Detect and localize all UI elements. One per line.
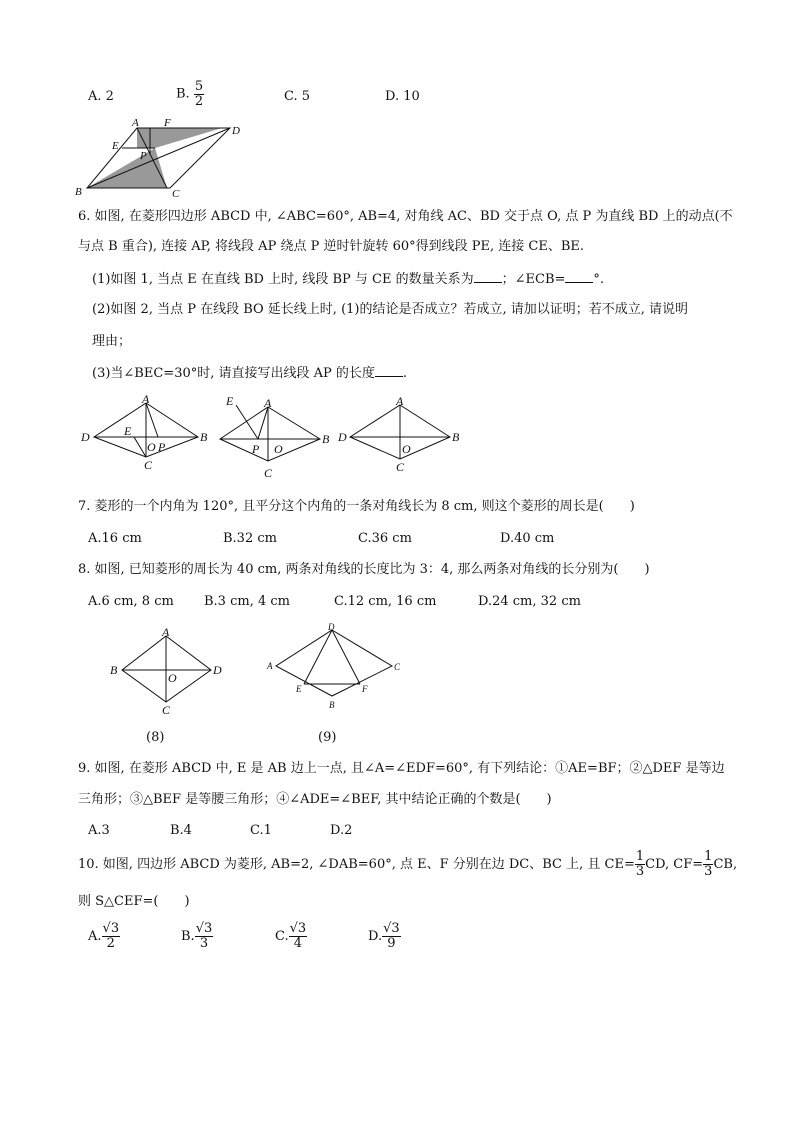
svg-text:C: C bbox=[396, 460, 405, 473]
q9-option-a: A.3 bbox=[88, 823, 110, 838]
q6-figure-3 bbox=[334, 393, 464, 473]
q6-stem-line2: 与点 B 重合), 连接 AP, 将线段 AP 绕点 P 逆时针旋转 60°得到线段 PE, 连接 CE、BE. bbox=[78, 239, 585, 254]
svg-text:E: E bbox=[226, 394, 234, 408]
q9-option-d: D.2 bbox=[330, 823, 353, 838]
svg-text:C: C bbox=[394, 662, 401, 672]
q9-option-b: B.4 bbox=[170, 823, 192, 838]
q7-stem: 7. 菱形的一个内角为 120°, 且平分这个内角的一条对角线长为 8 cm, 则这个菱形的周长是( ) bbox=[78, 499, 635, 514]
q7-option-c: C.36 cm bbox=[358, 531, 412, 546]
svg-text:A: A bbox=[267, 661, 273, 671]
svg-text:C: C bbox=[172, 188, 180, 198]
q8-figure bbox=[106, 626, 236, 716]
svg-text:B: B bbox=[322, 432, 330, 446]
q6-sub2-line1: (2)如图 2, 当点 P 在线段 BO 延长线上时, (1)的结论是否成立？若成立, 请加以证明；若不成立, 请说明 bbox=[92, 302, 689, 317]
q10-option-a: A. $\frac{√3}{2}$ bbox=[88, 921, 120, 951]
q5-option-a: A. 2 bbox=[88, 89, 114, 104]
svg-text:F: F bbox=[164, 117, 171, 129]
svg-text:A: A bbox=[142, 393, 150, 406]
q6-figure-2 bbox=[212, 393, 342, 483]
q9-stem-line2: 三角形；③△BEF 是等腰三角形；④∠ADE=∠BEF, 其中结论正确的个数是( ) bbox=[78, 792, 552, 807]
svg-text:B: B bbox=[329, 700, 335, 710]
svg-text:D: D bbox=[338, 430, 347, 444]
svg-text:A: A bbox=[162, 626, 170, 639]
q5-option-d: D. 10 bbox=[385, 89, 420, 104]
answer-blank[interactable] bbox=[565, 270, 593, 283]
svg-text:A: A bbox=[396, 394, 404, 408]
q10-stem-line2: 则 S△CEF=( ) bbox=[78, 894, 190, 909]
answer-blank[interactable] bbox=[375, 364, 403, 377]
q6-stem-line1: 6. 如图, 在菱形四边形 ABCD 中, ∠ABC=60°, AB=4, 对角线 AC、BD 交于点 O, 点 P 为直线 BD 上的动点(不 bbox=[78, 209, 733, 224]
q6-sub1: (1)如图 1, 当点 E 在直线 BD 上时, 线段 BP 与 CE 的数量关系为 ；∠ECB= °. bbox=[92, 272, 605, 287]
svg-text:A: A bbox=[132, 117, 139, 129]
q6-sub3: (3)当∠BEC=30°时, 请直接写出线段 AP 的长度 . bbox=[92, 366, 408, 381]
q8-figure-caption: (8) bbox=[146, 730, 165, 745]
q9-option-c: C.1 bbox=[250, 823, 272, 838]
svg-text:B: B bbox=[110, 663, 118, 677]
svg-text:O: O bbox=[402, 442, 411, 456]
svg-text:O: O bbox=[147, 440, 156, 454]
svg-text:D: D bbox=[81, 430, 90, 444]
answer-blank[interactable] bbox=[474, 270, 502, 283]
svg-text:P: P bbox=[158, 440, 166, 454]
svg-text:E: E bbox=[124, 424, 132, 438]
svg-text:O: O bbox=[274, 442, 283, 456]
svg-text:B: B bbox=[200, 430, 208, 444]
svg-text:E: E bbox=[112, 140, 119, 152]
q8-option-b: B.3 cm, 4 cm bbox=[204, 594, 290, 609]
q10-option-d: D. $\frac{√3}{9}$ bbox=[368, 921, 400, 951]
q10-option-b: B. $\frac{√3}{3}$ bbox=[181, 921, 213, 951]
svg-text:O: O bbox=[168, 671, 177, 685]
q7-option-b: B.32 cm bbox=[223, 531, 277, 546]
q5-parallelogram-figure bbox=[72, 116, 252, 198]
q7-option-a: A.16 cm bbox=[88, 531, 142, 546]
q7-option-d: D.40 cm bbox=[500, 531, 555, 546]
q9-stem-line1: 9. 如图, 在菱形 ABCD 中, E 是 AB 边上一点, 且∠A=∠EDF=60°, 有下列结论：①AE=BF；②△DEF 是等边 bbox=[78, 761, 725, 776]
q10-stem-line1: 10. 如图, 四边形 ABCD 为菱形, AB=2, ∠DAB=60°, 点 E、F 分别在边 DC、BC 上, 且 CE= $\frac{1}{3}$ CD, CF= $\frac{1}{3}$ CB, bbox=[78, 849, 738, 879]
svg-text:A: A bbox=[264, 396, 272, 410]
svg-text:C: C bbox=[264, 466, 273, 480]
svg-text:P: P bbox=[252, 442, 260, 456]
q8-option-d: D.24 cm, 32 cm bbox=[478, 594, 581, 609]
svg-text:D: D bbox=[328, 622, 335, 632]
svg-text:E: E bbox=[296, 684, 302, 694]
q5-option-b: B. $\frac{5}{2}$ bbox=[176, 79, 204, 109]
svg-text:B: B bbox=[452, 430, 460, 444]
q8-option-a: A.6 cm, 8 cm bbox=[88, 594, 174, 609]
q9-figure bbox=[264, 622, 404, 712]
q5-option-c: C. 5 bbox=[284, 89, 311, 104]
q6-figure-1 bbox=[78, 393, 208, 473]
svg-text:F: F bbox=[362, 684, 368, 694]
q8-option-c: C.12 cm, 16 cm bbox=[334, 594, 437, 609]
q10-option-c: C. $\frac{√3}{4}$ bbox=[275, 921, 307, 951]
q9-figure-caption: (9) bbox=[318, 730, 337, 745]
q8-stem: 8. 如图, 已知菱形的周长为 40 cm, 两条对角线的长度比为 3：4, 那么两条对角线的长分别为( ) bbox=[78, 562, 650, 577]
svg-text:D: D bbox=[232, 125, 240, 137]
svg-text:C: C bbox=[162, 703, 171, 716]
q6-sub2-line2: 理由； bbox=[92, 334, 132, 349]
svg-text:C: C bbox=[144, 458, 153, 472]
svg-text:B: B bbox=[75, 186, 82, 198]
svg-text:D: D bbox=[213, 663, 222, 677]
svg-text:P: P bbox=[140, 150, 147, 162]
